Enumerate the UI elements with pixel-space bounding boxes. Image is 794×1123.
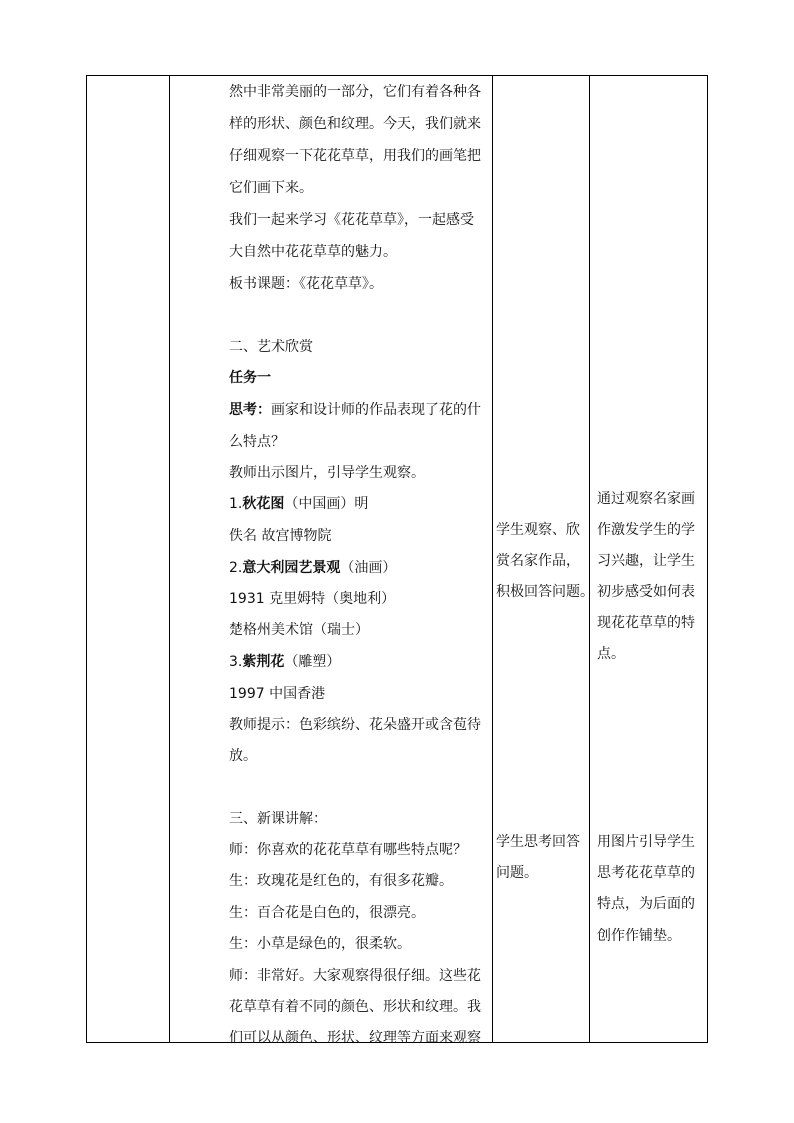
design-intent-line: 思考花花草草的	[597, 865, 695, 881]
process-text-line: 然中非常美丽的一部分，它们有着各种各	[229, 84, 481, 100]
column-divider	[492, 76, 493, 1042]
artwork-title: 意大利园艺景观	[242, 560, 341, 576]
dialogue-line: 生：百合花是白色的，很漂亮。	[229, 905, 425, 921]
process-text-line: 板书课题：《花花草草》。	[229, 276, 383, 292]
artwork-title: 紫荆花	[242, 654, 285, 670]
artwork-medium: （油画）	[340, 560, 397, 576]
lesson-plan-table	[86, 75, 708, 1046]
student-activity-cell	[496, 76, 594, 1042]
process-text-line: 仔细观察一下花花草草，用我们的画笔把	[229, 148, 481, 164]
process-text-line: 放。	[229, 748, 257, 764]
artwork-title: 秋花图	[242, 496, 285, 512]
student-activity-line: 问题。	[496, 865, 538, 881]
dialogue-line: 们可以从颜色、形状、纹理等方面来观察	[229, 1030, 481, 1046]
artwork-medium: （中国画）明	[284, 496, 369, 512]
dialogue-line: 生：小草是绿色的，很柔软。	[229, 936, 411, 952]
student-activity-line: 赏名家作品，	[496, 553, 580, 569]
column-divider	[589, 76, 590, 1042]
design-intent-line: 创作作铺垫。	[597, 928, 681, 944]
design-intent-line: 通过观察名家画	[597, 491, 695, 507]
stage-cell	[87, 76, 169, 1042]
design-intent-line: 习兴趣，让学生	[597, 553, 695, 569]
student-activity-line: 积极回答问题。	[496, 584, 594, 600]
artwork-number: 1.	[229, 496, 243, 512]
process-text-line: 我们一起来学习《花花草草》，一起感受	[229, 212, 474, 228]
process-text-line: 大自然中花花草草的魅力。	[229, 244, 397, 260]
artwork-item	[229, 654, 340, 670]
design-intent-line: 特点，为后面的	[597, 896, 695, 912]
section-heading: 三、新课讲解：	[229, 811, 327, 827]
process-text-line	[229, 402, 481, 418]
design-intent-line: 用图片引导学生	[597, 834, 695, 850]
artwork-medium: （雕塑）	[284, 654, 341, 670]
design-intent-line: 点。	[597, 646, 625, 662]
process-text-line: 教师出示图片，引导学生观察。	[229, 465, 425, 481]
artwork-item	[229, 560, 396, 576]
dialogue-line: 师：非常好。大家观察得很仔细。这些花	[229, 968, 481, 984]
process-text-line: 样的形状、颜色和纹理。今天，我们就来	[229, 116, 481, 132]
column-divider	[169, 76, 170, 1042]
process-text-line: 它们画下来。	[229, 180, 313, 196]
student-activity-line: 学生观察、欣	[496, 522, 580, 538]
dialogue-line: 师：你喜欢的花花草草有哪些特点呢？	[229, 842, 467, 858]
artwork-credit: 佚名 故宫博物院	[229, 528, 332, 544]
artwork-credit: 楚格州美术馆（瑞士）	[229, 622, 369, 638]
dialogue-line: 花草草有着不同的颜色、形状和纹理。我	[229, 999, 481, 1015]
artwork-number: 3.	[229, 654, 243, 670]
artwork-credit: 1931 克里姆特（奥地利）	[229, 591, 396, 607]
design-intent-line: 现花花草草的特	[597, 615, 695, 631]
process-text-line: 教师提示：色彩缤纷、花朵盛开或含苞待	[229, 717, 481, 733]
student-activity-line: 学生思考回答	[496, 834, 580, 850]
think-label: 思考：	[229, 402, 271, 418]
process-text-line: 么特点？	[229, 434, 285, 450]
teaching-process-cell	[229, 76, 491, 1046]
artwork-item	[229, 496, 368, 512]
design-intent-line: 作激发学生的学	[597, 522, 695, 538]
dialogue-line: 生：玫瑰花是红色的，有很多花瓣。	[229, 873, 453, 889]
design-intent-cell	[597, 76, 707, 1042]
think-question: 画家和设计师的作品表现了花的什	[271, 402, 481, 418]
section-heading: 二、艺术欣赏	[229, 339, 313, 355]
task-heading: 任务一	[229, 370, 271, 386]
artwork-number: 2.	[229, 560, 243, 576]
artwork-credit: 1997 中国香港	[229, 686, 326, 702]
design-intent-line: 初步感受如何表	[597, 584, 695, 600]
